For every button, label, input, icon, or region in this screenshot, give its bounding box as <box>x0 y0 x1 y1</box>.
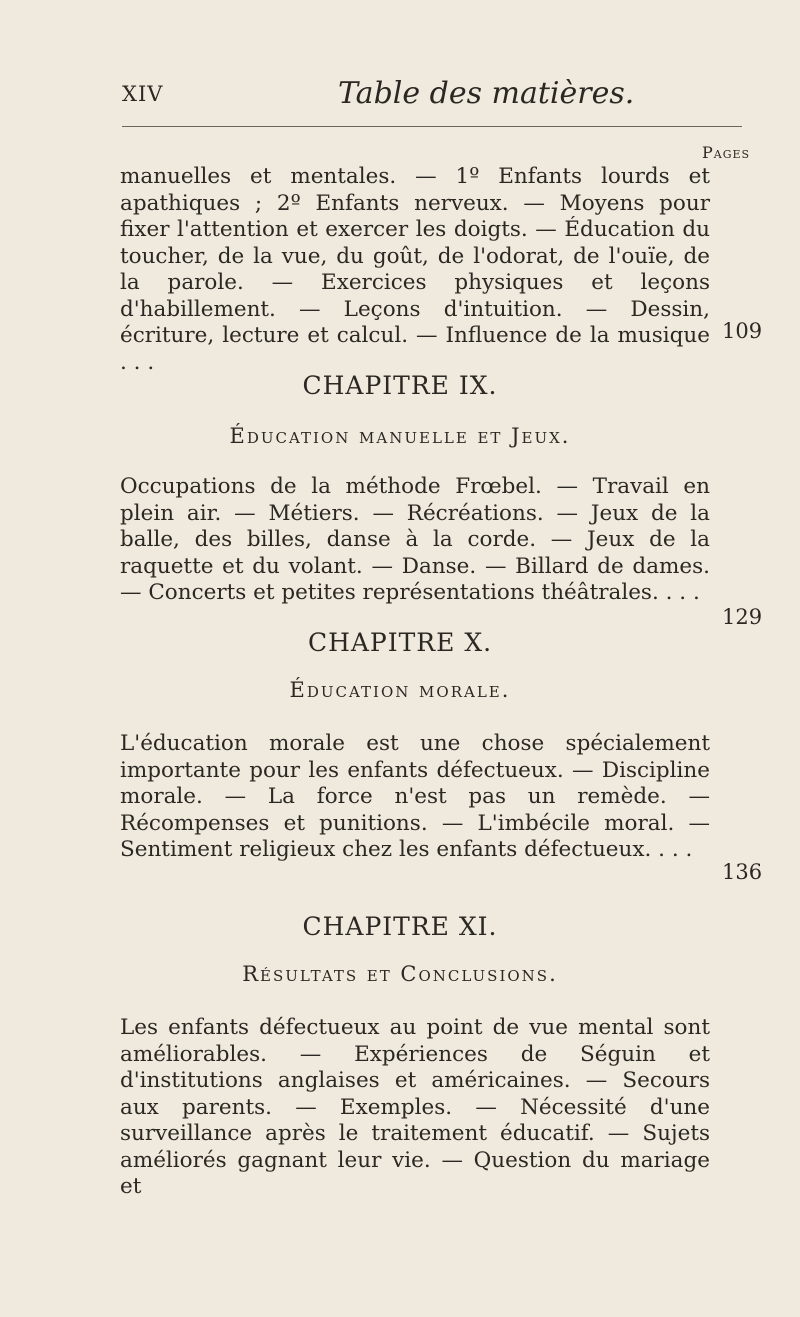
chapter-heading: CHAPITRE IX. <box>302 371 498 400</box>
header-rule <box>122 126 742 127</box>
chapter-heading: CHAPITRE X. <box>307 628 493 657</box>
toc-page-number: 136 <box>722 860 763 884</box>
toc-entry-text: Occupations de la méthode Frœbel. — Travail en plein air. — Métiers. — Récréations. — Jeux de la balle, des billes, danse à la corde. — Jeux de la raquette et du volant. — Danse. — Billard de dames. — Concerts et petites représentations théâtrales. . . . <box>120 474 710 605</box>
toc-entry-chapter-10 <box>120 731 710 864</box>
toc-page-number: 129 <box>722 605 763 629</box>
toc-entry-text: Les enfants défectueux au point de vue mental sont améliorables. — Expériences de Séguin et d'institutions anglaises et américaines. — Secours aux parents. — Exemples. — Nécessité d'une surveillance après le traitement éducatif. — Sujets améliorés gagnant leur vie. — Question du mariage et <box>120 1015 710 1199</box>
chapter-subtitle: Éducation morale. <box>289 678 511 702</box>
toc-entry-chapter-9 <box>120 474 710 607</box>
toc-entry-chapter-11 <box>120 1015 710 1201</box>
toc-entry-text: L'éducation morale est une chose spécialement importante pour les enfants défectueux. — Discipline morale. — La force n'est pas un remède. — Récompenses et punitions. — L'imbécile moral. — Sentiment religieux chez les enfants défectueux. . . . <box>120 731 710 862</box>
toc-page-number: 109 <box>722 319 763 343</box>
running-title: Table des matières. <box>338 76 635 111</box>
page-folio: XIV <box>122 82 164 106</box>
pages-column-label: Pages <box>702 143 751 162</box>
running-header <box>122 76 742 122</box>
chapter-heading: CHAPITRE XI. <box>302 912 498 941</box>
toc-entry-text: manuelles et mentales. — 1º Enfants lourds et apathiques ; 2º Enfants nerveux. — Moyens pour fixer l'attention et exercer les doigts. — Éducation du toucher, de la vue, du goût, de l'odorat, de l'ouïe, de la parole. — Exercices physiques et leçons d'habillement. — Leçons d'intuition. — Dessin, écriture, lecture et calcul. — Influence de la musique . . . <box>120 164 710 375</box>
chapter-subtitle: Résultats et Conclusions. <box>242 962 558 986</box>
chapter-subtitle: Éducation manuelle et Jeux. <box>229 424 571 448</box>
toc-entry-chapter-8 <box>120 164 710 376</box>
